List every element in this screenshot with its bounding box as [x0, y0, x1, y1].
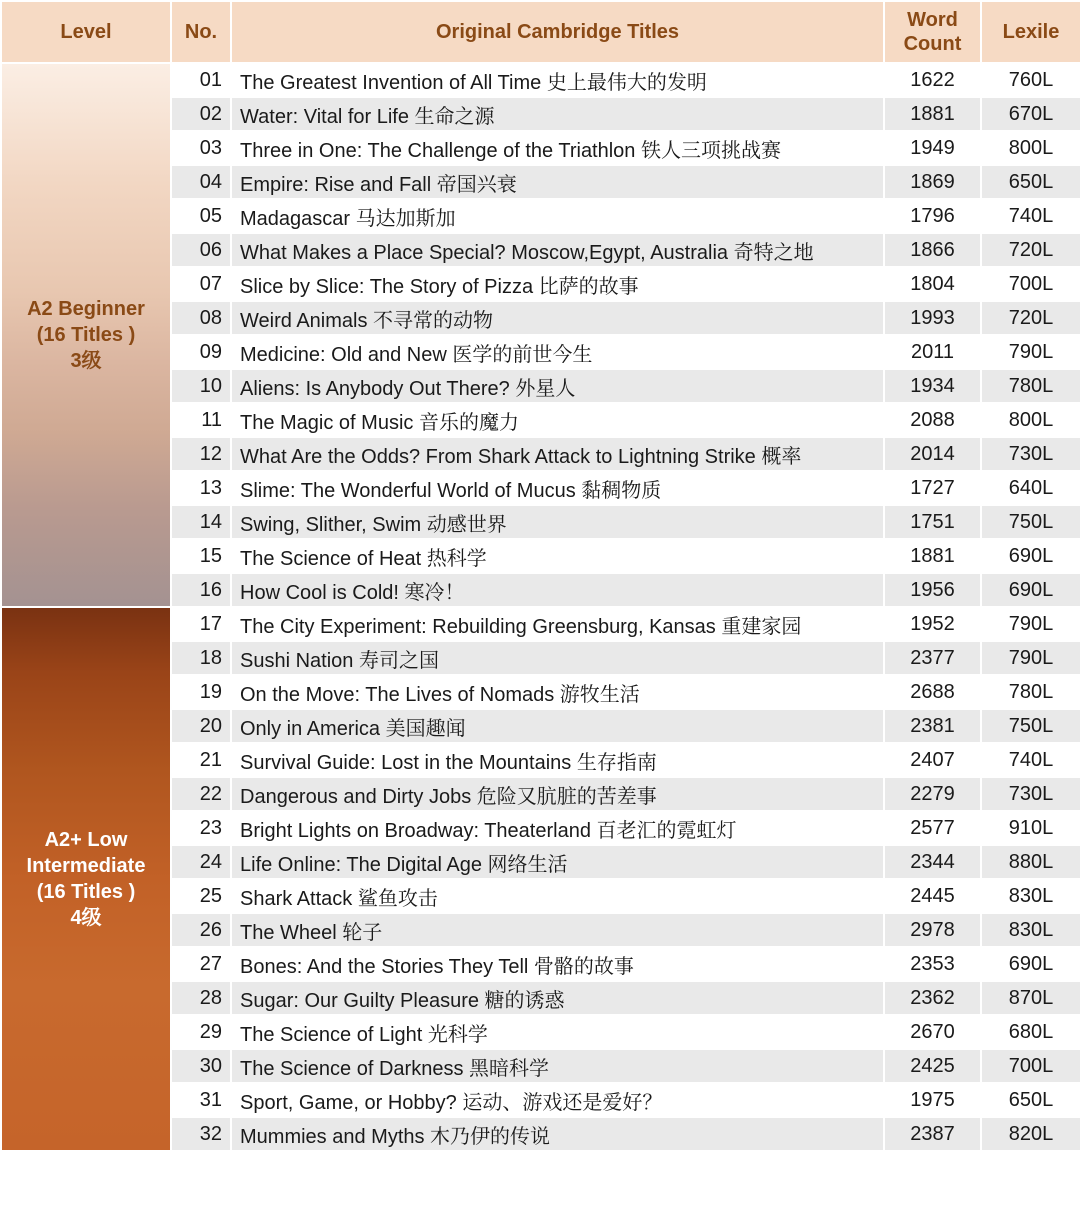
- row-title: What Are the Odds? From Shark Attack to Lightning Strike 概率: [231, 437, 884, 471]
- row-number: 27: [171, 947, 231, 981]
- row-title: How Cool is Cold! 寒冷！: [231, 573, 884, 607]
- row-title: Mummies and Myths 木乃伊的传说: [231, 1117, 884, 1151]
- row-lexile: 800L: [981, 403, 1080, 437]
- row-number: 23: [171, 811, 231, 845]
- row-lexile: 870L: [981, 981, 1080, 1015]
- table-row: [1, 607, 1080, 641]
- row-number: 32: [171, 1117, 231, 1151]
- row-title: Bright Lights on Broadway: Theaterland 百老汇的霓虹灯: [231, 811, 884, 845]
- header-word-count-line2: Count: [903, 33, 962, 55]
- row-number: 18: [171, 641, 231, 675]
- row-title: Aliens: Is Anybody Out There? 外星人: [231, 369, 884, 403]
- header-titles: Original Cambridge Titles: [231, 1, 884, 63]
- row-word-count: 2445: [884, 879, 981, 913]
- row-number: 19: [171, 675, 231, 709]
- row-title: The Wheel 轮子: [231, 913, 884, 947]
- header-level: Level: [1, 1, 171, 63]
- row-number: 07: [171, 267, 231, 301]
- row-title: The Science of Heat 热科学: [231, 539, 884, 573]
- row-title: Sport, Game, or Hobby? 运动、游戏还是爱好？: [231, 1083, 884, 1117]
- row-word-count: 1956: [884, 573, 981, 607]
- row-word-count: 1975: [884, 1083, 981, 1117]
- row-number: 29: [171, 1015, 231, 1049]
- row-lexile: 680L: [981, 1015, 1080, 1049]
- row-word-count: 1949: [884, 131, 981, 165]
- row-word-count: 1804: [884, 267, 981, 301]
- row-number: 01: [171, 63, 231, 97]
- row-lexile: 690L: [981, 539, 1080, 573]
- row-word-count: 2014: [884, 437, 981, 471]
- row-lexile: 690L: [981, 573, 1080, 607]
- row-lexile: 760L: [981, 63, 1080, 97]
- row-word-count: 2387: [884, 1117, 981, 1151]
- row-number: 02: [171, 97, 231, 131]
- row-lexile: 800L: [981, 131, 1080, 165]
- row-lexile: 780L: [981, 675, 1080, 709]
- row-word-count: 1869: [884, 165, 981, 199]
- row-word-count: 1866: [884, 233, 981, 267]
- row-title: The Science of Light 光科学: [231, 1015, 884, 1049]
- row-word-count: 1993: [884, 301, 981, 335]
- row-title: The City Experiment: Rebuilding Greensburg, Kansas 重建家园: [231, 607, 884, 641]
- row-lexile: 700L: [981, 267, 1080, 301]
- row-lexile: 670L: [981, 97, 1080, 131]
- row-word-count: 2688: [884, 675, 981, 709]
- row-lexile: 830L: [981, 879, 1080, 913]
- row-word-count: 1881: [884, 539, 981, 573]
- row-number: 31: [171, 1083, 231, 1117]
- row-title: Sugar: Our Guilty Pleasure 糖的诱惑: [231, 981, 884, 1015]
- header-row: [1, 1, 1080, 63]
- row-title: Madagascar 马达加斯加: [231, 199, 884, 233]
- row-number: 25: [171, 879, 231, 913]
- row-lexile: 740L: [981, 743, 1080, 777]
- row-word-count: 2353: [884, 947, 981, 981]
- table-body: [1, 63, 1080, 1151]
- row-number: 05: [171, 199, 231, 233]
- row-word-count: 1727: [884, 471, 981, 505]
- row-number: 14: [171, 505, 231, 539]
- level-label-line: A2 Beginner: [27, 298, 145, 320]
- row-title: Life Online: The Digital Age 网络生活: [231, 845, 884, 879]
- row-lexile: 750L: [981, 505, 1080, 539]
- row-word-count: 1622: [884, 63, 981, 97]
- row-number: 24: [171, 845, 231, 879]
- row-lexile: 690L: [981, 947, 1080, 981]
- row-lexile: 910L: [981, 811, 1080, 845]
- row-word-count: 2425: [884, 1049, 981, 1083]
- level-label-line: (16 Titles ): [36, 324, 136, 346]
- row-number: 06: [171, 233, 231, 267]
- row-number: 04: [171, 165, 231, 199]
- row-title: Bones: And the Stories They Tell 骨骼的故事: [231, 947, 884, 981]
- row-lexile: 740L: [981, 199, 1080, 233]
- row-lexile: 880L: [981, 845, 1080, 879]
- row-lexile: 780L: [981, 369, 1080, 403]
- row-number: 21: [171, 743, 231, 777]
- row-lexile: 820L: [981, 1117, 1080, 1151]
- row-word-count: 1796: [884, 199, 981, 233]
- row-number: 17: [171, 607, 231, 641]
- row-title: The Greatest Invention of All Time 史上最伟大的发明: [231, 63, 884, 97]
- row-title: On the Move: The Lives of Nomads 游牧生活: [231, 675, 884, 709]
- row-lexile: 830L: [981, 913, 1080, 947]
- row-title: Survival Guide: Lost in the Mountains 生存指南: [231, 743, 884, 777]
- row-title: Empire: Rise and Fall 帝国兴衰: [231, 165, 884, 199]
- row-word-count: 2088: [884, 403, 981, 437]
- row-title: Water: Vital for Life 生命之源: [231, 97, 884, 131]
- row-title: Shark Attack 鲨鱼攻击: [231, 879, 884, 913]
- row-word-count: 2279: [884, 777, 981, 811]
- row-title: Slice by Slice: The Story of Pizza 比萨的故事: [231, 267, 884, 301]
- row-lexile: 640L: [981, 471, 1080, 505]
- row-lexile: 730L: [981, 437, 1080, 471]
- row-title: The Magic of Music 音乐的魔力: [231, 403, 884, 437]
- row-word-count: 2670: [884, 1015, 981, 1049]
- row-title: The Science of Darkness 黑暗科学: [231, 1049, 884, 1083]
- row-lexile: 720L: [981, 301, 1080, 335]
- row-number: 12: [171, 437, 231, 471]
- row-lexile: 750L: [981, 709, 1080, 743]
- row-number: 16: [171, 573, 231, 607]
- row-number: 28: [171, 981, 231, 1015]
- row-word-count: 2381: [884, 709, 981, 743]
- row-word-count: 1751: [884, 505, 981, 539]
- row-word-count: 1881: [884, 97, 981, 131]
- header-word-count: [884, 1, 981, 63]
- header-no: No.: [171, 1, 231, 63]
- row-word-count: 1934: [884, 369, 981, 403]
- row-word-count: 1952: [884, 607, 981, 641]
- row-lexile: 720L: [981, 233, 1080, 267]
- row-word-count: 2407: [884, 743, 981, 777]
- row-word-count: 2011: [884, 335, 981, 369]
- row-title: Medicine: Old and New 医学的前世今生: [231, 335, 884, 369]
- level-label-line: A2+ Low: [44, 829, 128, 851]
- row-number: 22: [171, 777, 231, 811]
- row-word-count: 2362: [884, 981, 981, 1015]
- header-lexile: Lexile: [981, 1, 1080, 63]
- row-lexile: 790L: [981, 335, 1080, 369]
- row-lexile: 650L: [981, 165, 1080, 199]
- row-number: 15: [171, 539, 231, 573]
- row-title: Weird Animals 不寻常的动物: [231, 301, 884, 335]
- row-word-count: 2377: [884, 641, 981, 675]
- level-label-line: 4级: [70, 907, 102, 929]
- row-word-count: 2344: [884, 845, 981, 879]
- row-number: 08: [171, 301, 231, 335]
- row-lexile: 790L: [981, 641, 1080, 675]
- row-number: 13: [171, 471, 231, 505]
- row-lexile: 730L: [981, 777, 1080, 811]
- row-title: Dangerous and Dirty Jobs 危险又肮脏的苦差事: [231, 777, 884, 811]
- row-lexile: 700L: [981, 1049, 1080, 1083]
- level-cell-a2-beginner: [1, 63, 171, 607]
- row-word-count: 2577: [884, 811, 981, 845]
- row-number: 10: [171, 369, 231, 403]
- header-word-count-line1: Word: [907, 9, 958, 31]
- row-number: 03: [171, 131, 231, 165]
- row-number: 20: [171, 709, 231, 743]
- row-lexile: 650L: [981, 1083, 1080, 1117]
- row-title: Slime: The Wonderful World of Mucus 黏稠物质: [231, 471, 884, 505]
- level-label-line: (16 Titles ): [36, 881, 136, 903]
- row-title: What Makes a Place Special? Moscow,Egypt, Australia 奇特之地: [231, 233, 884, 267]
- level-label-line: Intermediate: [26, 855, 146, 877]
- table-row: [1, 63, 1080, 97]
- row-title: Only in America 美国趣闻: [231, 709, 884, 743]
- row-number: 30: [171, 1049, 231, 1083]
- row-title: Swing, Slither, Swim 动感世界: [231, 505, 884, 539]
- row-word-count: 2978: [884, 913, 981, 947]
- level-label-line: 3级: [70, 350, 102, 372]
- row-number: 11: [171, 403, 231, 437]
- row-lexile: 790L: [981, 607, 1080, 641]
- row-title: Three in One: The Challenge of the Triathlon 铁人三项挑战赛: [231, 131, 884, 165]
- row-title: Sushi Nation 寿司之国: [231, 641, 884, 675]
- row-number: 26: [171, 913, 231, 947]
- row-number: 09: [171, 335, 231, 369]
- level-cell-a2plus-low-intermediate: [1, 607, 171, 1151]
